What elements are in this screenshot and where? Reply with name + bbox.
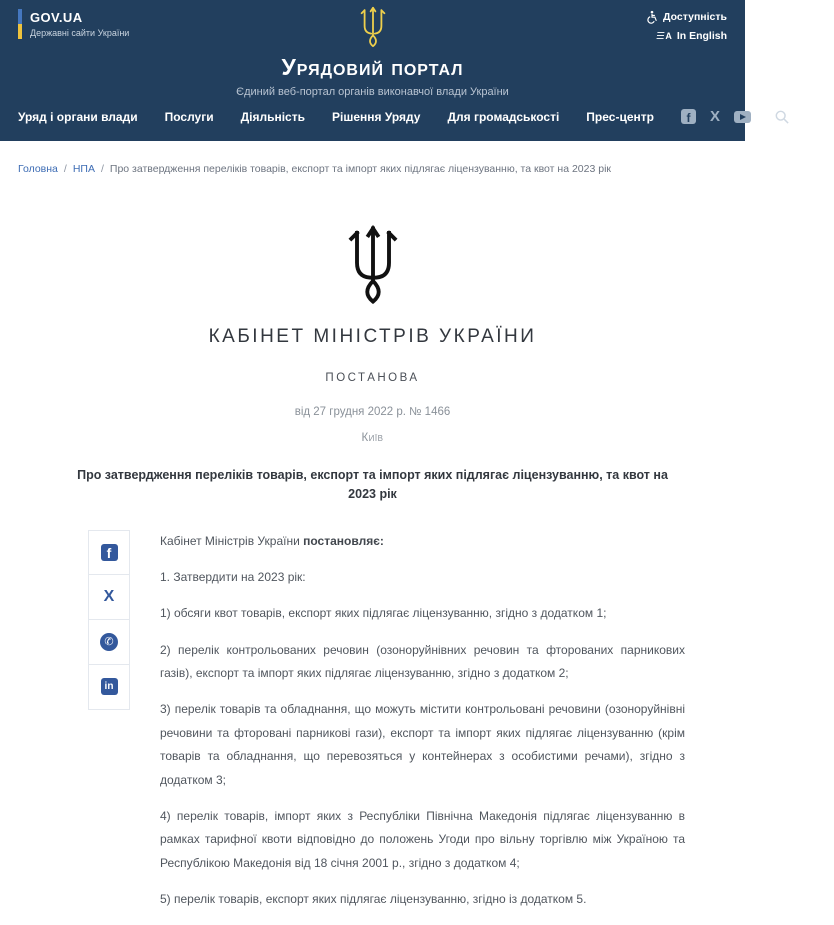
translate-icon: A: [657, 31, 672, 41]
facebook-share-icon: f: [101, 544, 118, 561]
accessibility-button[interactable]: [646, 10, 727, 23]
breadcrumb-home-link[interactable]: Головна: [18, 163, 58, 175]
document-title: Про затвердження переліків товарів, експорт та імпорт яких підлягає ліцензуванню, та квот на 2023 рік: [77, 468, 668, 501]
share-facebook-button[interactable]: [88, 530, 130, 575]
document-heading-block: [0, 225, 745, 504]
masthead: [0, 48, 745, 108]
accessibility-label: Доступність: [662, 10, 727, 23]
main-navigation: [0, 108, 834, 141]
nav-item-public[interactable]: Для громадськості: [447, 109, 560, 124]
paragraph-6: 5) перелік товарів, експорт яких підлягає ліцензуванню, згідно із додатком 5.: [160, 892, 587, 907]
share-whatsapp-button[interactable]: [88, 620, 130, 665]
nav-item-services[interactable]: Послуги: [164, 109, 214, 124]
topbar-utilities: [646, 0, 727, 48]
x-twitter-icon[interactable]: X: [709, 108, 720, 125]
linkedin-share-icon: in: [101, 678, 118, 695]
breadcrumb: [0, 141, 745, 175]
gov-ua-logo[interactable]: [18, 9, 129, 39]
share-linkedin-button[interactable]: [88, 665, 130, 710]
breadcrumb-separator: /: [100, 163, 104, 175]
intro-bold: постановляє:: [303, 533, 384, 548]
breadcrumb-separator: /: [63, 163, 67, 175]
paragraph-3: 2) перелік контрольованих речовин (озоноруйнівних речовин та фторованих парникових газів), експорт та імпорт яких підлягає ліцензуванню, згідно з додатком 2;: [160, 642, 685, 681]
search-label: Пошук: [794, 109, 834, 124]
document-body: [0, 504, 745, 925]
accessibility-icon: [646, 10, 658, 23]
share-x-button[interactable]: [88, 575, 130, 620]
issuing-authority: КАБІНЕТ МІНІСТРІВ УКРАЇНИ: [208, 326, 537, 347]
document-city: Київ: [361, 432, 384, 444]
topbar: [0, 0, 745, 48]
intro-paragraph: [160, 530, 685, 553]
whatsapp-share-icon: [100, 633, 118, 651]
intro-regular: Кабінет Міністрів України: [160, 533, 304, 548]
site-header: [0, 0, 834, 141]
youtube-icon[interactable]: [734, 111, 751, 123]
gov-ua-logo-title: GOV.UA: [30, 10, 83, 26]
x-share-icon: X: [103, 587, 115, 605]
document-date-number: від 27 грудня 2022 р. № 1466: [294, 406, 451, 418]
coat-of-arms-icon: [344, 225, 402, 310]
nav-social-block: [681, 108, 834, 125]
language-switch-button[interactable]: [657, 30, 727, 42]
nav-item-activity[interactable]: Діяльність: [240, 109, 305, 124]
paragraph-4: 3) перелік товарів та обладнання, що можуть містити контрольовані речовини (озоноруйнівні речовини та фторовані парникові гази), експорт та імпорт яких підлягає ліцензуванню (крім товарів та обладнання, що перевозяться у контейнерах з особистими речами), згідно з додатком 3;: [160, 702, 685, 787]
breadcrumb-current-page: Про затвердження переліків товарів, експорт та імпорт яких підлягає ліцензуванню, та квот на 2023 рік: [109, 163, 611, 175]
paragraph-5: 4) перелік товарів, імпорт яких з Республіки Північна Македонія підлягає ліцензуванню в рамках тарифної квоти відповідно до положень Угоди про вільну торгівлю між Україною та Республікою Македонія від 18 січня 2001 р., згідно з додатком 4;: [160, 809, 685, 870]
nav-item-press[interactable]: Прес-центр: [586, 109, 654, 124]
facebook-icon[interactable]: f: [681, 109, 696, 124]
language-label: In English: [676, 30, 727, 42]
portal-title[interactable]: Урядовий портал: [281, 54, 464, 80]
trident-emblem-icon: [356, 6, 390, 53]
share-rail: [88, 530, 130, 925]
gov-ua-logo-subtitle: Державні сайти України: [30, 27, 130, 38]
portal-subtitle: Єдиний веб-портал органів виконавчої влади України: [236, 86, 509, 98]
search-button[interactable]: [775, 110, 834, 124]
gov-ua-flag-bar-icon: [18, 9, 22, 39]
nav-item-decisions[interactable]: Рішення Уряду: [332, 109, 421, 124]
document-text: [160, 530, 685, 925]
document-type: ПОСТАНОВА: [325, 372, 420, 384]
breadcrumb-npa-link[interactable]: НПА: [72, 163, 95, 175]
nav-item-government[interactable]: Уряд і органи влади: [18, 109, 138, 124]
search-icon: [775, 110, 789, 124]
document-page: [0, 225, 745, 925]
paragraph-1: 1. Затвердити на 2023 рік:: [160, 569, 306, 584]
paragraph-2: 1) обсяги квот товарів, експорт яких підлягає ліцензуванню, згідно з додатком 1;: [160, 606, 607, 621]
